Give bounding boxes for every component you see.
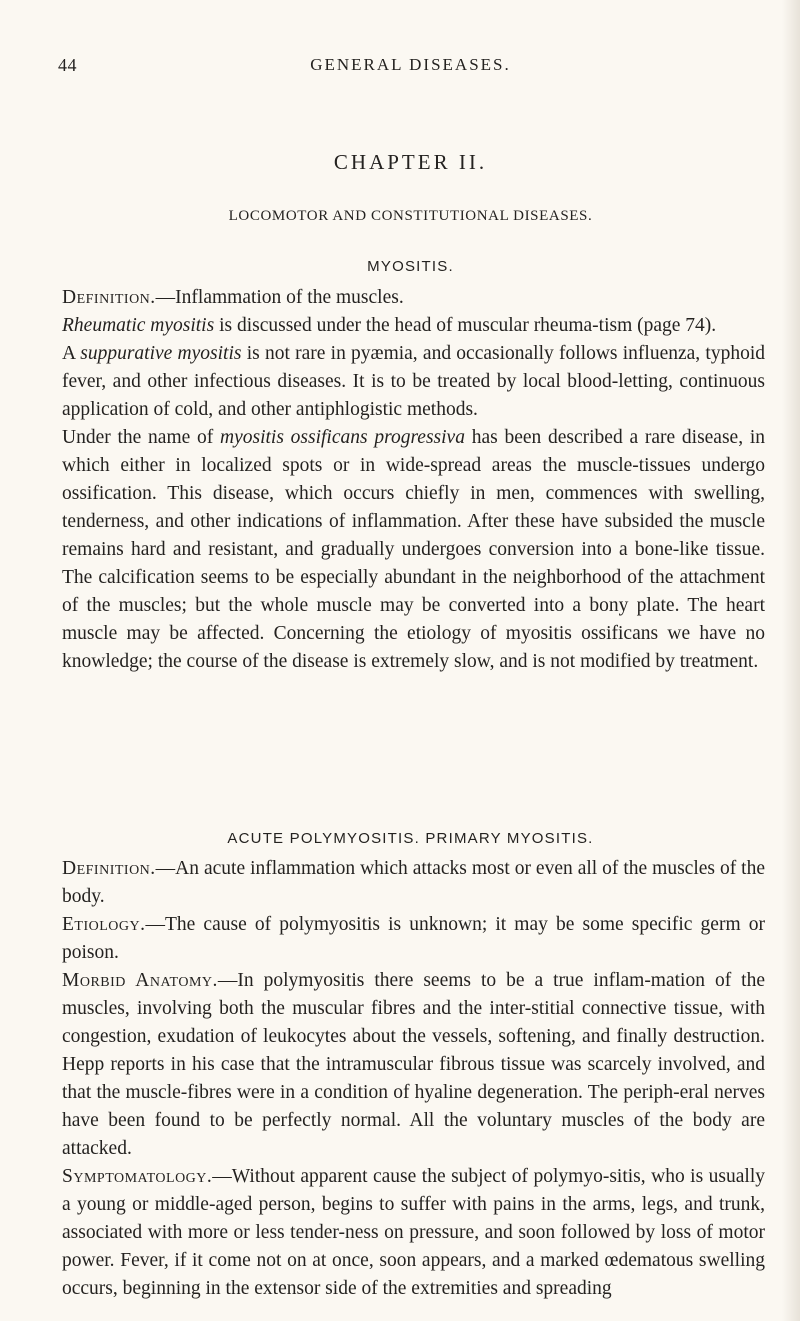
myositis-section <box>62 284 765 676</box>
page-number: 44 <box>58 55 77 75</box>
suppurative-prefix: A <box>62 343 81 364</box>
paragraph-rheumatic <box>62 312 765 340</box>
paragraph-poly-definition <box>62 855 765 911</box>
suppurative-text: is not rare in pyæmia, and occasionally follows influenza, typhoid fever, and other infectious diseases. It is to be treated by local blood-letting, continuous application of cold, and other antiphlogistic methods. <box>62 343 765 420</box>
suppurative-term: suppurative myositis <box>80 343 242 364</box>
ossificans-text: has been described a rare disease, in which either in localized spots or in wide-spread areas the muscle-tissues undergo ossification. This disease, which occurs chiefly in men, commences with swelling, tenderness, and other indications of inflammation. After these have subsided the muscle remains hard and resistant, and gradually undergoes conversion into a bone-like tissue. The calcification seems to be especially abundant in the neighborhood of the attachment of the muscles; but the whole muscle may be converted into a bony plate. The heart muscle may be affected. Concerning the etiology of myositis ossificans we have no knowledge; the course of the disease is extremely slow, and is not modified by treatment. <box>62 427 765 672</box>
paragraph-ossificans <box>62 424 765 676</box>
paragraph-etiology <box>62 911 765 967</box>
rheumatic-term: Rheumatic myositis <box>62 315 215 336</box>
definition-text: —Inflammation of the muscles. <box>155 287 404 308</box>
poly-definition-text: —An acute inflammation which attacks most or even all of the muscles of the body. <box>62 858 765 907</box>
paragraph-definition <box>62 284 765 312</box>
definition-label: Definition. <box>62 287 156 308</box>
morbid-anatomy-label: Morbid Anatomy. <box>62 970 218 991</box>
rheumatic-text: is discussed under the head of muscular rheuma-tism (page 74). <box>214 315 717 336</box>
poly-definition-label: Definition. <box>62 858 156 879</box>
ossificans-term: myositis ossificans progressiva <box>220 427 465 448</box>
paragraph-suppurative <box>62 340 765 424</box>
page-edge-shadow <box>782 0 800 1321</box>
polymyositis-section <box>62 855 765 1303</box>
ossificans-prefix: Under the name of <box>62 427 220 448</box>
paragraph-morbid-anatomy <box>62 967 765 1163</box>
chapter-title: CHAPTER II. <box>333 150 488 174</box>
morbid-anatomy-text: —In polymyositis there seems to be a true inflam-mation of the muscles, involving both the muscular fibres and the inter-stitial connective tissue, with congestion, exudation of leukocytes about the vessels, softening, and finally destruction. Hepp reports in his case that the intramuscular fibrous tissue was scarcely involved, and that the muscle-fibres were in a condition of hyaline degeneration. The periph-eral nerves have been found to be perfectly normal. All the voluntary muscles of the body are attacked. <box>62 970 765 1159</box>
symptomatology-label: Symptomatology. <box>62 1166 213 1187</box>
running-title: GENERAL DISEASES. <box>310 55 511 74</box>
paragraph-symptomatology <box>62 1163 765 1303</box>
section-heading-myositis: MYOSITIS. <box>367 258 454 275</box>
section-heading-polymyositis: ACUTE POLYMYOSITIS. PRIMARY MYOSITIS. <box>227 830 594 847</box>
etiology-label: Etiology. <box>62 914 146 935</box>
symptomatology-text: —Without apparent cause the subject of polymyo-sitis, who is usually a young or middle-aged person, begins to suffer with pains in the arms, legs, and trunk, associated with more or less tender-ness on pressure, and soon followed by loss of motor power. Fever, if it come not on at once, soon appears, and a marked œdematous swelling occurs, beginning in the extensor side of the extremities and spreading <box>62 1166 765 1299</box>
running-header <box>58 55 763 85</box>
etiology-text: —The cause of polymyositis is unknown; it may be some specific germ or poison. <box>62 914 765 963</box>
chapter-subtitle: LOCOMOTOR AND CONSTITUTIONAL DISEASES. <box>228 208 593 224</box>
